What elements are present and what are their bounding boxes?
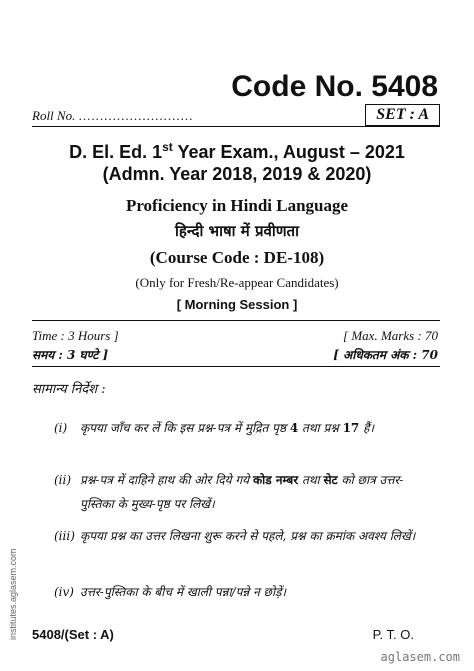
instruction-item — [54, 524, 420, 548]
marks-hindi: [ अधिकतम अंक : 70 — [333, 348, 438, 362]
subject-english: Proficiency in Hindi Language — [125, 196, 349, 215]
instruction-number: (ii) — [54, 473, 72, 487]
pto-label: P. T. O. — [372, 627, 414, 642]
instruction-text: उत्तर-पुस्तिका के बीच में खाली पन्ना/पन्ने न छोड़ें। — [80, 585, 287, 599]
set-badge: SET : A — [365, 104, 440, 126]
divider — [32, 366, 440, 367]
session-label: [ Morning Session ] — [176, 297, 298, 312]
side-watermark: institutes.aglasem.com — [8, 548, 18, 640]
instruction-item — [54, 468, 420, 516]
divider — [32, 320, 440, 321]
instruction-number: (iv) — [54, 585, 74, 599]
code-number: Code No. 5408 — [231, 70, 438, 103]
instruction-number: (iii) — [54, 529, 75, 543]
subject-hindi: हिन्दी भाषा में प्रवीणता — [175, 222, 299, 240]
instruction-bold: कोड नम्बर — [252, 473, 299, 487]
exam-title-sup: st — [162, 140, 173, 154]
time-hindi: समय : 3 घण्टे ] — [32, 348, 109, 362]
instruction-text: तथा प्रश्न — [298, 421, 343, 435]
instruction-text: कृपया जाँच कर लें कि इस प्रश्न-पत्र में मुद्रित पृष्ठ — [80, 421, 290, 435]
candidates-note: (Only for Fresh/Re-appear Candidates) — [135, 275, 339, 290]
exam-title-suffix: Year Exam., August – 2021 — [172, 142, 405, 162]
instruction-item — [54, 580, 420, 604]
time-english: Time : 3 Hours ] — [32, 328, 119, 343]
roll-number-label — [32, 108, 193, 124]
instruction-text: प्रश्न-पत्र में दाहिने हाथ की ओर दिये गये — [80, 473, 253, 487]
exam-title-prefix: D. El. Ed. 1 — [69, 142, 163, 162]
instruction-text: कृपया प्रश्न का उत्तर लिखना शुरू करने से पहले, प्रश्न का क्रमांक अवश्य लिखें। — [80, 529, 416, 543]
instruction-bold: 4 — [289, 421, 299, 435]
instruction-number: (i) — [54, 421, 68, 435]
instruction-text: हैं। — [359, 421, 375, 435]
exam-title — [0, 140, 474, 163]
roll-dots: ........................... — [78, 108, 194, 123]
instruction-text: तथा — [298, 473, 324, 487]
divider — [32, 126, 440, 127]
roll-label: Roll No. — [32, 108, 76, 123]
instructions-title: सामान्य निर्देश : — [32, 382, 106, 397]
instruction-bold: 17 — [342, 421, 360, 435]
marks-english: [ Max. Marks : 70 — [343, 328, 438, 343]
brand-watermark: aglasem.com — [380, 650, 460, 664]
instruction-item — [54, 416, 420, 440]
admission-years: (Admn. Year 2018, 2019 & 2020) — [102, 164, 372, 184]
page-code: 5408/(Set : A) — [32, 627, 114, 642]
course-code: (Course Code : DE-108) — [149, 248, 325, 267]
instruction-text: को छात्र उत्तर-पुस्तिका के मुख्य-पृष्ठ पर लिखें। — [80, 473, 404, 511]
instruction-bold: सेट — [323, 473, 338, 487]
